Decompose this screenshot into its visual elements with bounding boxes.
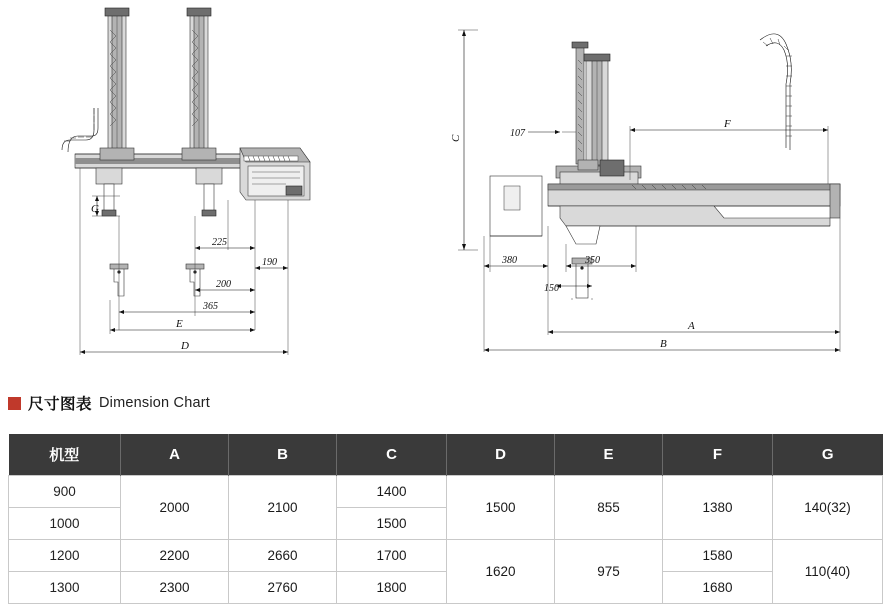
section-title-en: Dimension Chart: [99, 395, 211, 411]
dim-label-E: E: [176, 318, 183, 330]
side-dim-F: [630, 118, 828, 132]
dim-label-107: 107: [510, 128, 525, 139]
dim-label-D: D: [181, 340, 189, 352]
front-gripper-details: [110, 264, 204, 296]
dim-label-C: C: [450, 134, 462, 142]
front-dim-E: [110, 300, 255, 334]
cell-a: 2000: [121, 476, 229, 540]
cell-d: 1500: [447, 476, 555, 540]
dim-label-200: 200: [216, 279, 231, 290]
th-e: E: [555, 434, 663, 476]
dim-label-G: G: [91, 203, 99, 215]
front-dim-225: [195, 237, 255, 250]
side-vertical-column: [572, 42, 610, 165]
th-g: G: [773, 434, 883, 476]
side-dim-380: [484, 255, 548, 268]
cell-g: 110(40): [773, 540, 883, 604]
cell-b: 2660: [229, 540, 337, 572]
table-row: [9, 572, 883, 604]
dimension-table-wrap: [8, 434, 882, 604]
front-vertical-rails: [105, 8, 211, 157]
section-title-cn: 尺寸图表: [28, 396, 93, 413]
cell-c: 1700: [337, 540, 447, 572]
front-view-group: [62, 8, 310, 355]
cell-e: 975: [555, 540, 663, 604]
cell-c: 1400: [337, 476, 447, 508]
th-f: F: [663, 434, 773, 476]
front-drag-chain: [62, 108, 98, 152]
dimension-table: [8, 434, 883, 604]
side-drag-chain: [760, 34, 792, 150]
cell-a: 2300: [121, 572, 229, 604]
cell-f: 1680: [663, 572, 773, 604]
dim-label-365: 365: [203, 301, 218, 312]
dim-label-190: 190: [262, 257, 277, 268]
cell-model: 1300: [9, 572, 121, 604]
front-dim-G: [91, 196, 99, 216]
cell-e: 855: [555, 476, 663, 540]
side-dim-A: [548, 320, 840, 334]
table-row: [9, 476, 883, 508]
dim-label-225: 225: [212, 237, 227, 248]
front-dim-190: [255, 257, 288, 270]
dim-label-350: 350: [585, 255, 600, 266]
side-cabinet: [490, 176, 542, 236]
th-d: D: [447, 434, 555, 476]
cell-a: 2200: [121, 540, 229, 572]
dim-label-380: 380: [502, 255, 517, 266]
side-dim-B: [484, 338, 840, 352]
section-heading: [8, 392, 210, 414]
cell-f: 1580: [663, 540, 773, 572]
square-marker-icon: [8, 397, 21, 410]
cell-b: 2100: [229, 476, 337, 540]
cell-model: 1200: [9, 540, 121, 572]
cell-c: 1500: [337, 508, 447, 540]
side-dim-C: [450, 30, 466, 250]
cell-model: 900: [9, 476, 121, 508]
table-header-row: [9, 434, 883, 476]
cell-c: 1800: [337, 572, 447, 604]
side-lower-body: [560, 206, 830, 244]
th-a: A: [121, 434, 229, 476]
front-controller-body: [240, 148, 310, 200]
front-lower-arms: [102, 184, 216, 216]
table-row: [9, 540, 883, 572]
dim-label-A: A: [688, 320, 695, 332]
cell-f: 1380: [663, 476, 773, 540]
cell-d: 1620: [447, 540, 555, 604]
th-model: 机型: [9, 434, 121, 476]
front-dim-200: [195, 279, 255, 292]
dim-label-150: 150: [544, 283, 559, 294]
side-view-group: [450, 30, 840, 352]
front-dim-365: [119, 301, 255, 314]
dim-label-F: F: [724, 118, 731, 130]
dim-label-B: B: [660, 338, 667, 350]
cell-g: 140(32): [773, 476, 883, 540]
side-dim-107: [510, 128, 560, 139]
cell-model: 1000: [9, 508, 121, 540]
th-c: C: [337, 434, 447, 476]
front-dim-D: [80, 340, 288, 354]
cell-b: 2760: [229, 572, 337, 604]
th-b: B: [229, 434, 337, 476]
